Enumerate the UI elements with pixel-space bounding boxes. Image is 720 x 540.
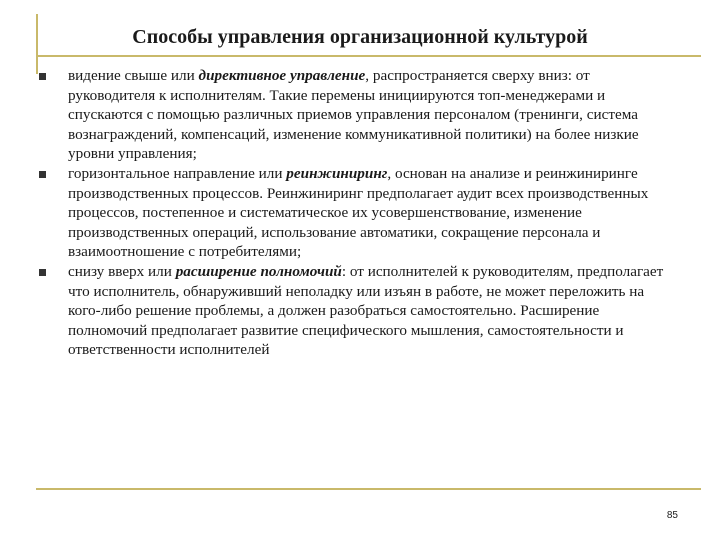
list-item — [38, 262, 678, 360]
page-number: 85 — [666, 510, 678, 521]
item-text-after: , основан на анализе и реинжиниринге производственных процессов. Реинжиниринг предполагает аудит всех производственных процессов, постепенное и систематическое их усовершенствование, изменение производственных операций, использование автоматики, сокращение персонала и взаимоотношение с потребителями; — [68, 164, 649, 261]
list-item — [38, 164, 678, 262]
list-item — [38, 66, 678, 164]
bullet-list — [38, 66, 678, 360]
item-text-before: снизу вверх или — [68, 262, 176, 280]
item-text-before: горизонтальное направление или — [68, 164, 287, 182]
slide-title: Способы управления организационной культурой — [132, 26, 588, 48]
left-accent-line — [36, 14, 38, 74]
footer-divider-line — [36, 488, 701, 490]
item-term: расширение полномочий — [175, 262, 342, 280]
item-text-before: видение свыше или — [68, 67, 199, 84]
title-divider-line — [36, 55, 701, 57]
item-text-after: , распространяется сверху вниз: от руководителя к исполнителям. Такие перемены инициируются топ-менеджерами и спускаются с помощью различных приемов управления персоналом (тренинги, система вознаграждений, компенсаций, изменение коммуникативной политики) на более низкие уровни управления; — [68, 67, 639, 163]
square-bullet-icon — [39, 73, 46, 80]
item-text-after: : от исполнителей к руководителям, предполагает что исполнитель, обнаруживший неполадку или изъян в работе, не может переложить на кого-либо решение проблемы, а должен разобраться самостоятельно. Расширение полномочий предполагает развитие специфического мышления, самостоятельности и ответственности исполнителей — [68, 262, 664, 359]
item-term: реинжиниринг — [286, 164, 388, 182]
square-bullet-icon — [39, 171, 46, 178]
square-bullet-icon — [39, 269, 46, 276]
item-term: директивное управление — [198, 67, 366, 84]
